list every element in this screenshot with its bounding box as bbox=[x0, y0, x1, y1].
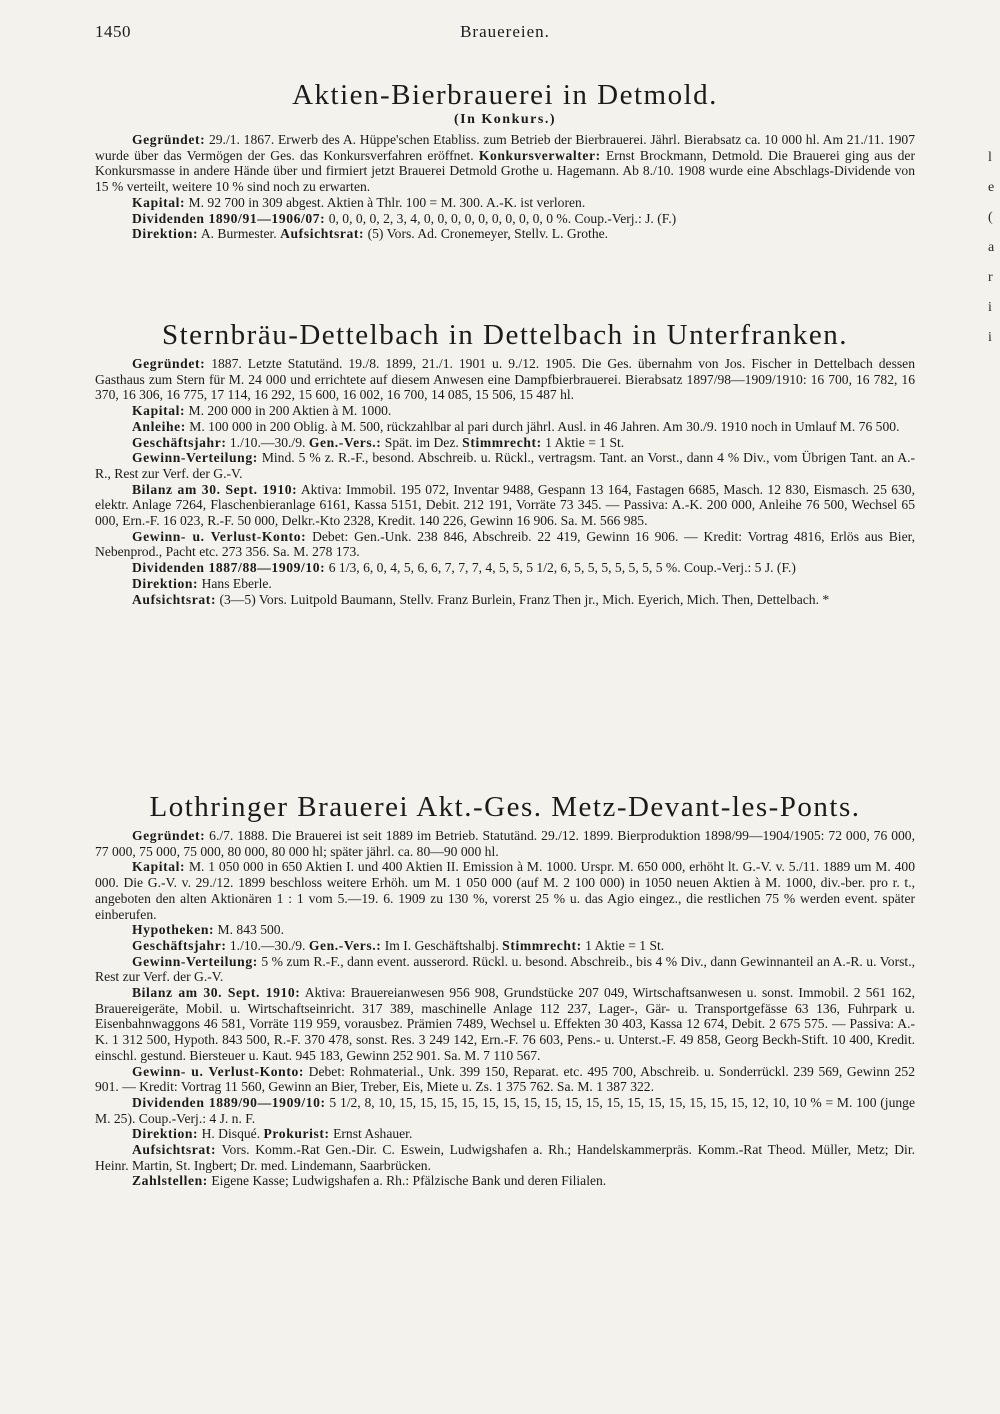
paying-agents-paragraph bbox=[95, 1173, 915, 1189]
field-label: Direktion: bbox=[132, 1126, 199, 1142]
board-paragraph bbox=[95, 592, 915, 608]
field-label: Zahlstellen: bbox=[132, 1173, 208, 1189]
entry-dettelbach bbox=[95, 318, 915, 607]
entry-title: Lothringer Brauerei Akt.-Ges. Metz-Devant-les-Ponts. bbox=[149, 791, 861, 823]
field-label: Stimmrecht: bbox=[502, 937, 582, 953]
founded-paragraph bbox=[95, 356, 915, 403]
field-label: Prokurist: bbox=[263, 1126, 330, 1142]
field-text: Eigene Kasse; Ludwigshafen a. Rh.: Pfälzische Bank und deren Filialen. bbox=[207, 1173, 607, 1189]
field-label: Bilanz am 30. Sept. 1910: bbox=[132, 985, 301, 1001]
field-text: 1./10.—30./9. bbox=[226, 937, 309, 953]
field-label: Stimmrecht: bbox=[462, 434, 542, 450]
capital-paragraph bbox=[95, 859, 915, 922]
field-text: Ernst Brockmann, Detmold. Die Brauerei ging aus der Konkursmasse in andere Hände über und firmiert jetzt Brauerei Detmold Grothe u. Hagemann. Ab 8./10. 1908 wurde eine Abschlags-Dividende von 15 % verteilt, weitere 10 % sind noch zu erwarten. bbox=[95, 147, 915, 195]
profit-loss-paragraph bbox=[95, 529, 915, 560]
field-label: Direktion: bbox=[132, 575, 199, 591]
margin-mark: ( bbox=[988, 210, 993, 225]
field-text: Aktiva: Brauereianwesen 956 908, Grundstücke 207 049, Wirtschaftsanwesen u. sonst. Immobil. 2 561 162, Brauereigeräte, Mobil. u. Wirtschaftseinricht. 317 389, maschinelle Anlage 112 237, Lager-, Gär- u. Transportgefässe 63 136, Fuhrpark u. Eisenbahnwaggons 46 581, Vorräte 119 959, vorausbez. Prämien 7489, Wechsel u. Effekten 30 403, Kassa 12 674, Debit. 2 675 575. — Passiva: A.-K. 1 312 500, Hypoth. 843 500, R.-F. 370 478, sonst. Res. 3 249 142, Ern.-F. 76 603, Pens.- u. Unterst.-F. 49 858, Georg Beckh-Stift. 10 400, Kredit. einschl. gestund. Biersteuer u. Kaut. 945 183, Gewinn 252 901. Sa. M. 7 110 567. bbox=[95, 985, 916, 1063]
board-paragraph bbox=[95, 1142, 915, 1173]
field-text: Ernst Ashauer. bbox=[329, 1126, 413, 1142]
field-text: (5) Vors. Ad. Cronemeyer, Stellv. L. Grothe. bbox=[364, 226, 609, 242]
field-label: Gewinn-Verteilung: bbox=[132, 450, 258, 466]
field-text: Hans Eberle. bbox=[198, 575, 272, 591]
field-label: Aufsichtsrat: bbox=[280, 226, 365, 242]
field-label: Gegründet: bbox=[132, 828, 206, 843]
field-label: Dividenden 1890/91—1906/07: bbox=[132, 210, 326, 226]
capital-paragraph bbox=[95, 403, 915, 419]
founded-paragraph bbox=[95, 132, 915, 195]
field-label: Gewinn- u. Verlust-Konto: bbox=[132, 1063, 304, 1079]
capital-paragraph bbox=[95, 195, 915, 211]
field-text: 1887. Letzte Statutänd. 19./8. 1899, 21./1. 1901 u. 9./12. 1905. Die Ges. übernahm von Jos. Fischer in Dettelbach dessen Gasthaus zum Stern für M. 24 000 und errichtete auf diesem Anwesen eine Dampfbierbrauerei. Bierabsatz 1897/98—1909/1910: 16 700, 16 782, 16 370, 16 306, 16 775, 17 114, 16 292, 15 600, 16 002, 16 700, 14 085, 15 506, 15 487 hl. bbox=[95, 356, 915, 403]
margin-mark: i bbox=[988, 330, 992, 345]
field-text: A. Burmester. bbox=[198, 226, 281, 242]
field-text: 0, 0, 0, 0, 2, 3, 4, 0, 0, 0, 0, 0, 0, 0, 0, 0, 0 %. Coup.-Verj.: J. (F.) bbox=[325, 210, 677, 226]
balance-paragraph bbox=[95, 985, 915, 1064]
field-label: Gewinn- u. Verlust-Konto: bbox=[132, 528, 307, 544]
field-text: M. 1 050 000 in 650 Aktien I. und 400 Aktien II. Emission à M. 1000. Urspr. M. 650 000, erhöht lt. G.-V. v. 5./11. 1889 um M. 400 000. Die G.-V. v. 29./12. 1899 beschloss weitere Erhöh. um M. 1 050 000 (auf M. 2 100 000) in 1050 neuen Aktien à M. 1000, div.-ber. pro r. t., angeboten den alten Aktionären 1 : 1 vom 5.—19. 6. 1909 zu 130 %, vorerst 25 % u. das Agio eingez., die restlichen 75 % werden event. später einberufen. bbox=[95, 859, 915, 922]
field-label: Bilanz am 30. Sept. 1910: bbox=[132, 481, 298, 497]
field-text: 1 Aktie = 1 St. bbox=[541, 434, 625, 450]
field-text: Im I. Geschäftshalbj. bbox=[381, 937, 503, 953]
field-text: (3—5) Vors. Luitpold Baumann, Stellv. Franz Burlein, Franz Then jr., Mich. Eyerich, Mich. Then, Dettelbach. * bbox=[216, 591, 830, 607]
field-label: Kapital: bbox=[132, 859, 186, 875]
field-label: Gen.-Vers.: bbox=[308, 434, 382, 450]
dividends-paragraph bbox=[95, 1095, 915, 1126]
field-text: M. 843 500. bbox=[214, 922, 285, 938]
field-label: Geschäftsjahr: bbox=[132, 434, 227, 450]
entry-lothringer bbox=[95, 790, 915, 1189]
profit-loss-paragraph bbox=[95, 1064, 915, 1095]
field-text: Debet: Gen.-Unk. 238 846, Abschreib. 22 419, Gewinn 16 906. — Kredit: Vortrag 4816, Erlös aus Bier, Nebenprod., Pacht etc. 273 356. Sa. M. 278 173. bbox=[95, 528, 915, 560]
field-label: Gen.-Vers.: bbox=[308, 937, 382, 953]
fiscal-year-paragraph bbox=[95, 938, 915, 954]
field-label: Konkursverwalter: bbox=[478, 147, 601, 163]
running-title: Brauereien. bbox=[460, 22, 550, 41]
field-label: Dividenden 1887/88—1909/10: bbox=[132, 560, 326, 576]
field-text: 1./10.—30./9. bbox=[226, 434, 309, 450]
margin-mark: r bbox=[988, 270, 993, 285]
field-label: Aufsichtsrat: bbox=[132, 1142, 217, 1158]
fiscal-year-paragraph bbox=[95, 435, 915, 451]
field-text: M. 92 700 in 309 abgest. Aktien à Thlr. 100 = M. 300. A.-K. ist verloren. bbox=[185, 194, 586, 210]
field-label: Kapital: bbox=[132, 403, 186, 419]
margin-mark: l bbox=[988, 150, 992, 165]
field-text: 5 1/2, 8, 10, 15, 15, 15, 15, 15, 15, 15, 15, 15, 15, 15, 15, 15, 15, 15, 15, 15, 12, 10, 10 % = M. 100 (junge M. 25). Coup.-Verj.: 4 J. n. F. bbox=[95, 1094, 915, 1126]
balance-paragraph bbox=[95, 482, 915, 529]
field-label: Kapital: bbox=[132, 194, 186, 210]
field-label: Direktion: bbox=[132, 226, 199, 242]
field-label: Hypotheken: bbox=[132, 922, 215, 938]
margin-mark: e bbox=[988, 180, 995, 195]
field-text: M. 200 000 in 200 Aktien à M. 1000. bbox=[185, 403, 392, 419]
field-label: Geschäftsjahr: bbox=[132, 937, 227, 953]
margin-marks bbox=[988, 150, 1000, 360]
field-text: H. Disqué. bbox=[198, 1126, 264, 1142]
mortgage-paragraph bbox=[95, 922, 915, 938]
margin-mark: a bbox=[988, 240, 995, 255]
field-text: Debet: Rohmaterial., Unk. 399 150, Reparat. etc. 495 700, Abschreib. u. Sonderrückl. 239 569, Gewinn 252 901. — Kredit: Vortrag 11 560, Gewinn an Bier, Treber, Eis, Miete u. Zs. 1 375 762. Sa. M. 1 387 322. bbox=[95, 1063, 915, 1095]
entry-title: Sternbräu-Dettelbach in Dettelbach in Unterfranken. bbox=[161, 319, 849, 351]
entry-subtitle: (In Konkurs.) bbox=[454, 112, 556, 127]
entry-body bbox=[95, 828, 915, 1189]
field-text: 29./1. 1867. Erwerb des A. Hüppe'schen Etabliss. zum Betrieb der Bierbrauerei. Jährl. Bierabsatz ca. 10 000 hl. Am 21./11. 1907 wurde über das Vermögen der Ges. das Konkursverfahren eröffnet. bbox=[95, 132, 915, 163]
page-header bbox=[95, 22, 915, 46]
field-label: Dividenden 1889/90—1909/10: bbox=[132, 1094, 326, 1110]
entry-detmold bbox=[95, 78, 915, 242]
field-text: Spät. im Dez. bbox=[381, 434, 463, 450]
field-label: Aufsichtsrat: bbox=[132, 591, 217, 607]
field-text: M. 100 000 in 200 Oblig. à M. 500, rückzahlbar al pari durch jährl. Ausl. in 46 Jahren. Am 30./9. 1910 noch in Umlauf M. 76 500. bbox=[185, 418, 900, 434]
management-paragraph bbox=[95, 576, 915, 592]
entry-body bbox=[95, 132, 915, 242]
management-paragraph bbox=[95, 1126, 915, 1142]
entry-title: Aktien-Bierbrauerei in Detmold. bbox=[292, 79, 718, 111]
founded-paragraph bbox=[95, 828, 915, 859]
profit-distribution-paragraph bbox=[95, 954, 915, 985]
field-text: 6./7. 1888. Die Brauerei ist seit 1889 im Betrieb. Statutänd. 29./12. 1899. Bierproduktion 1898/99—1904/1905: 72 000, 76 000, 77 000, 75 000, 75 000, 80 000, 80 000 hl; später jährl. ca. 80—90 000 hl. bbox=[95, 828, 915, 859]
field-text: Aktiva: Immobil. 195 072, Inventar 9488, Gespann 13 164, Fastagen 6685, Masch. 12 830, Eismasch. 25 630, elektr. Anlage 7264, Flaschenbieranlage 6161, Kassa 5151, Debit. 212 191, Vorräte 73 345. — Passiva: A.-K. 200 000, Anleihe 76 500, Wechsel 65 000, Ern.-F. 16 023, R.-F. 50 000, Delkr.-Kto 2328, Kredit. 140 226, Gewinn 16 906. Sa. M. 566 985. bbox=[95, 481, 915, 529]
loan-paragraph bbox=[95, 419, 915, 435]
field-label: Gewinn-Verteilung: bbox=[132, 953, 258, 969]
field-text: 6 1/3, 6, 0, 4, 5, 6, 6, 7, 7, 7, 4, 5, 5, 5 1/2, 6, 5, 5, 5, 5, 5, 5, 5 %. Coup.-Verj.: 5 J. (F.) bbox=[325, 560, 796, 576]
page-number: 1450 bbox=[95, 22, 131, 41]
field-label: Gegründet: bbox=[132, 356, 206, 371]
field-label: Gegründet: bbox=[132, 132, 206, 147]
field-text: Vors. Komm.-Rat Gen.-Dir. C. Eswein, Ludwigshafen a. Rh.; Handelskammerpräs. Komm.-Rat Theod. Müller, Metz; Dir. Heinr. Martin, St. Ingbert; Dr. med. Lindemann, Saarbrücken. bbox=[95, 1142, 915, 1173]
field-text: 1 Aktie = 1 St. bbox=[581, 937, 665, 953]
field-label: Anleihe: bbox=[132, 418, 186, 434]
field-text: Mind. 5 % z. R.-F., besond. Abschreib. u. Rückl., vertragsm. Tant. an Vorst., dann 4 % Div., vom Übrigen Tant. an A.-R., Rest zur Verf. der G.-V. bbox=[95, 450, 915, 481]
board-paragraph bbox=[95, 226, 915, 242]
entry-body bbox=[95, 356, 915, 607]
dividends-paragraph bbox=[95, 560, 915, 576]
dividends-paragraph bbox=[95, 211, 915, 227]
profit-distribution-paragraph bbox=[95, 450, 915, 481]
field-text: 5 % zum R.-F., dann event. ausserord. Rückl. u. besond. Abschreib., bis 4 % Div., dann Gewinnanteil an A.-R. u. Vorst., Rest zur Verf. der G.-V. bbox=[95, 953, 915, 985]
margin-mark: i bbox=[988, 300, 992, 315]
